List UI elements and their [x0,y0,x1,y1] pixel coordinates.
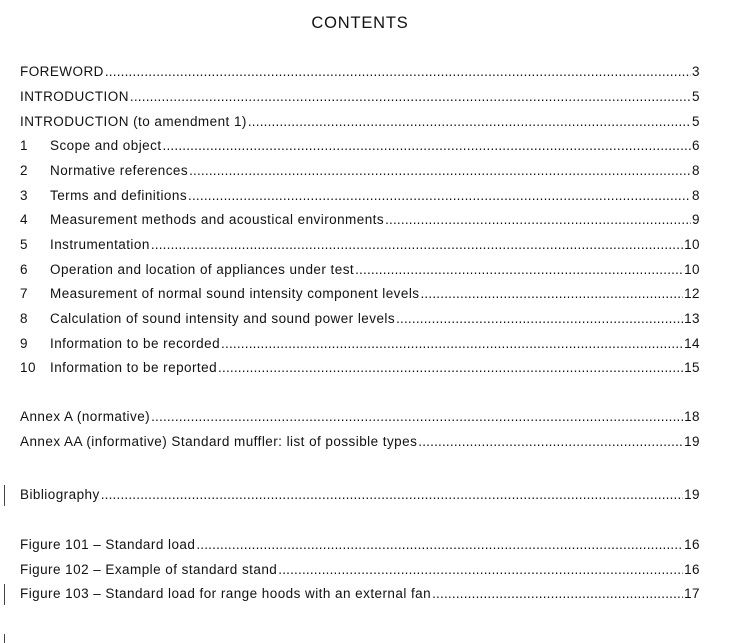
toc-entry-text: Figure 103 – Standard load for range hoods with an external fan [20,586,432,601]
toc-page-number: 13 [684,311,700,326]
toc-leader-dots [218,360,683,375]
toc-leader-dots [355,262,683,277]
toc-entry-clause-7[interactable] [20,286,700,306]
toc-entry-annex-aa[interactable] [20,434,700,454]
toc-page-number: 5 [692,114,700,129]
toc-entry-figure-102[interactable] [20,562,700,582]
toc-page-number: 5 [692,89,700,104]
toc-page-number: 12 [684,286,700,301]
toc-clause-number: 4 [20,212,28,227]
toc-entry-clause-6[interactable] [20,262,700,282]
toc-entry-text: Calculation of sound intensity and sound power levels [50,311,396,326]
toc-clause-number: 6 [20,262,28,277]
toc-leader-dots [248,114,691,129]
toc-entry-text: Figure 102 – Example of standard stand [20,562,278,577]
toc-entry-text: Figure 101 – Standard load [20,537,196,552]
change-bar [4,634,5,643]
toc-clause-number: 8 [20,311,28,326]
toc-entry-clause-8[interactable] [20,311,700,331]
toc-leader-dots [151,237,683,252]
toc-entry-text: Annex AA (informative) Standard muffler: list of possible types [20,434,418,449]
toc-clause-number: 9 [20,336,28,351]
toc-leader-dots [420,286,683,301]
contents-title: CONTENTS [311,14,409,32]
change-bar [4,485,5,506]
toc-entry-foreword[interactable] [20,64,700,84]
toc-entry-text: INTRODUCTION (to amendment 1) [20,114,247,129]
toc-page-number: 19 [684,487,700,502]
toc-clause-number: 5 [20,237,28,252]
toc-entry-text: Measurement of normal sound intensity component levels [50,286,420,301]
toc-entry-text: Information to be reported [50,360,218,375]
toc-leader-dots [221,336,683,351]
toc-page-number: 6 [692,138,700,153]
toc-leader-dots [196,537,683,552]
toc-entry-figure-101[interactable] [20,537,700,557]
toc-leader-dots [151,409,683,424]
toc-leader-dots [418,434,683,449]
toc-entry-text: INTRODUCTION [20,89,129,104]
toc-leader-dots [163,138,692,153]
toc-page-number: 9 [692,212,700,227]
toc-page-number: 16 [684,562,700,577]
toc-entry-text: Bibliography [20,487,100,502]
toc-leader-dots [189,163,691,178]
toc-entry-clause-1[interactable] [20,138,700,158]
toc-leader-dots [101,487,683,502]
toc-page-number: 3 [692,64,700,79]
toc-entry-text: Scope and object [50,138,162,153]
toc-leader-dots [105,64,691,79]
toc-page-number: 8 [692,188,700,203]
toc-entry-bibliography[interactable] [20,487,700,507]
toc-entry-text: Instrumentation [50,237,150,252]
toc-entry-text: FOREWORD [20,64,104,79]
change-bar [4,584,5,605]
toc-entry-text: Measurement methods and acoustical environments [50,212,385,227]
toc-page-number: 16 [684,537,700,552]
toc-entry-text: Operation and location of appliances under test [50,262,355,277]
toc-entry-text: Terms and definitions [50,188,188,203]
toc-leader-dots [130,89,691,104]
toc-entry-clause-10[interactable] [20,360,700,380]
toc-page-number: 8 [692,163,700,178]
toc-clause-number: 10 [20,360,36,375]
toc-entry-text: Normative references [50,163,189,178]
toc-entry-clause-2[interactable] [20,163,700,183]
toc-leader-dots [385,212,691,227]
toc-entry-text: Annex A (normative) [20,409,151,424]
toc-entry-introduction-amendment[interactable] [20,114,700,134]
toc-page-number: 17 [684,586,700,601]
toc-clause-number: 3 [20,188,28,203]
toc-entry-figure-103[interactable] [20,586,700,606]
toc-page-number: 18 [684,409,700,424]
toc-entry-clause-4[interactable] [20,212,700,232]
toc-leader-dots [188,188,691,203]
toc-entry-clause-5[interactable] [20,237,700,257]
toc-entry-clause-9[interactable] [20,336,700,356]
toc-entry-introduction[interactable] [20,89,700,109]
toc-page-number: 15 [684,360,700,375]
toc-page-number: 14 [684,336,700,351]
toc-clause-number: 7 [20,286,28,301]
toc-page-number: 10 [684,237,700,252]
toc-leader-dots [396,311,683,326]
toc-clause-number: 1 [20,138,28,153]
toc-leader-dots [278,562,683,577]
toc-page-number: 19 [684,434,700,449]
toc-leader-dots [432,586,683,601]
toc-entry-clause-3[interactable] [20,188,700,208]
toc-entry-text: Information to be recorded [50,336,221,351]
toc-page-number: 10 [684,262,700,277]
toc-clause-number: 2 [20,163,28,178]
toc-entry-annex-a[interactable] [20,409,700,429]
